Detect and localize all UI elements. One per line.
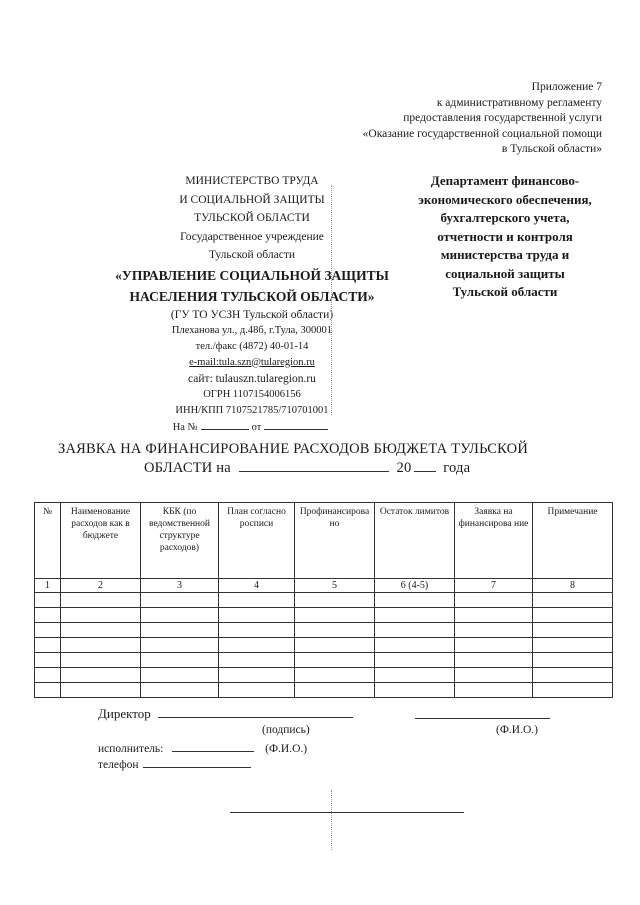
institution-address: Плеханова ул., д.48б, г.Тула, 300001 — [171, 324, 333, 336]
director-name-field[interactable] — [415, 704, 550, 719]
director-signature-field[interactable] — [158, 704, 353, 718]
title-suffix: года — [443, 460, 471, 476]
col-header: План согласно росписи — [219, 503, 295, 579]
signature-caption: (подпись) — [262, 724, 310, 736]
registration-line — [112, 419, 392, 436]
col-header: Профинансирова но — [295, 503, 375, 579]
institution-email[interactable] — [112, 355, 392, 371]
appendix-header — [363, 80, 602, 158]
col-number: 7 — [455, 579, 533, 593]
executor-row — [98, 740, 307, 755]
document-title — [58, 440, 568, 478]
department-line: экономического обеспечения, — [418, 191, 592, 207]
col-header: Заявка на финансирова ние — [455, 503, 533, 579]
col-header: Остаток лимитов — [375, 503, 455, 579]
title-prefix: ОБЛАСТИ на — [144, 460, 231, 476]
col-header: Примечание — [533, 503, 613, 579]
appendix-line: Приложение 7 — [531, 81, 602, 93]
institution-short-name: (ГУ ТО УСЗН Тульской области) — [170, 308, 334, 321]
phone-label: телефон — [98, 759, 139, 771]
table-row[interactable] — [35, 608, 613, 623]
col-number: 5 — [295, 579, 375, 593]
institution-site: сайт: tulauszn.tularegion.ru — [188, 372, 316, 385]
executor-label: исполнитель: — [98, 743, 164, 755]
executor-field[interactable] — [172, 740, 254, 752]
institution-name-line: «УПРАВЛЕНИЕ СОЦИАЛЬНОЙ ЗАЩИТЫ — [115, 267, 389, 283]
table-row[interactable] — [35, 623, 613, 638]
institution-phone: тел./факс (4872) 40-01-14 — [195, 340, 309, 352]
recipient-department — [405, 172, 605, 302]
executor-fio-caption: (Ф.И.О.) — [265, 743, 308, 755]
title-line-2 — [58, 459, 568, 478]
department-line: министерства труда и — [440, 247, 570, 262]
appendix-line: в Тульской области» — [501, 143, 602, 155]
col-number: 4 — [219, 579, 295, 593]
department-line: Тульской области — [452, 284, 558, 299]
institution-region: Тульской области — [208, 249, 295, 261]
col-header: КБК (по ведомственной структуре расходов) — [141, 503, 219, 579]
appendix-line: «Оказание государственной социальной помощи — [362, 127, 602, 140]
col-number: 6 (4-5) — [375, 579, 455, 593]
table-row[interactable] — [35, 638, 613, 653]
col-number: 2 — [61, 579, 141, 593]
department-line: бухгалтерского учета, — [440, 210, 570, 225]
fio-caption: (Ф.И.О.) — [496, 724, 538, 736]
phone-field[interactable] — [143, 756, 251, 768]
appendix-line: предоставления государственной услуги — [403, 112, 602, 124]
institution-inn: ИНН/КПП 7107521785/710701001 — [175, 404, 329, 416]
title-line-1: ЗАЯВКА НА ФИНАНСИРОВАНИЕ РАСХОДОВ БЮДЖЕТА ТУЛЬСКОЙ — [58, 441, 528, 457]
table-header-row — [35, 503, 613, 579]
reg-from-label: от — [251, 421, 262, 433]
table-row[interactable] — [35, 653, 613, 668]
director-signature — [98, 704, 353, 722]
ministry-line: ТУЛЬСКОЙ ОБЛАСТИ — [194, 212, 310, 224]
ministry-line: МИНИСТЕРСТВО ТРУДА — [185, 175, 319, 187]
reg-date-field[interactable] — [264, 419, 328, 430]
col-number: 3 — [141, 579, 219, 593]
institution-type: Государственное учреждение — [180, 230, 324, 243]
title-year: 20 — [396, 460, 412, 476]
sender-letterhead — [112, 172, 392, 436]
department-line: социальной защиты — [445, 265, 565, 281]
director-label: Директор — [98, 706, 151, 721]
col-header: Наименование расходов как в бюджете — [61, 503, 141, 579]
year-field[interactable] — [414, 459, 436, 472]
bottom-line — [230, 812, 464, 813]
table-row[interactable] — [35, 683, 613, 698]
col-number: 8 — [533, 579, 613, 593]
col-number: 1 — [35, 579, 61, 593]
department-line: отчетности и контроля — [437, 228, 573, 244]
institution-ogrn: ОГРН 1107154006156 — [203, 388, 301, 400]
department-line: Департамент финансово- — [430, 173, 580, 188]
institution-name-line: НАСЕЛЕНИЯ ТУЛЬСКОЙ ОБЛАСТИ» — [129, 288, 375, 304]
period-field[interactable] — [239, 459, 389, 472]
table-number-row — [35, 579, 613, 593]
appendix-line: к административному регламенту — [436, 96, 602, 109]
ministry-line: И СОЦИАЛЬНОЙ ЗАЩИТЫ — [179, 193, 325, 206]
reg-number-label: На № — [172, 421, 198, 433]
table-row[interactable] — [35, 593, 613, 608]
fold-line — [331, 185, 332, 415]
funding-table — [34, 502, 613, 698]
table-row[interactable] — [35, 668, 613, 683]
email-link[interactable]: e-mail:tula.szn@tularegion.ru — [189, 356, 315, 368]
col-header: № — [35, 503, 61, 579]
reg-number-field[interactable] — [201, 419, 249, 430]
phone-row — [98, 756, 251, 771]
fold-line — [331, 790, 332, 850]
